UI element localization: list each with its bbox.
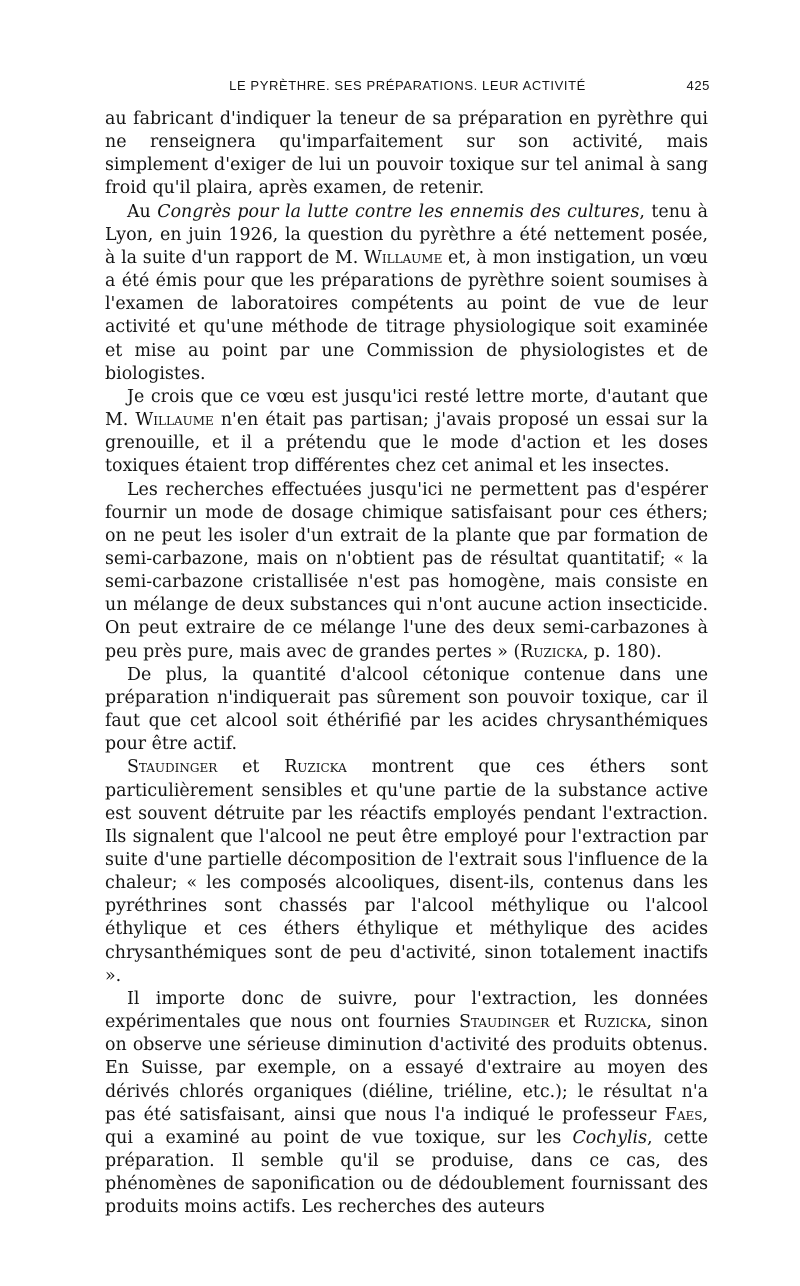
text-segment: , tenu à Lyon, en juin 1926, la question du pyrèthre a été nettement posée, à la suite d'un rapport de M. <box>105 201 708 268</box>
paragraph-3 <box>105 386 708 479</box>
author-name: Willaume <box>135 410 214 431</box>
text-segment: , p. 180). <box>582 641 662 662</box>
page-number: 425 <box>686 78 710 93</box>
author-name: Ruzicka <box>583 1012 647 1033</box>
paragraph-6 <box>105 756 708 988</box>
text-segment: n'en était pas partisan; j'avais proposé un essai sur la grenouille, et il a prétendu que le mode d'action et les doses toxiques étaient trop différentes chez cet animal et les insectes. <box>105 410 708 477</box>
body-text <box>105 108 708 1220</box>
author-name: Faes <box>664 1104 703 1125</box>
text-segment: au fabricant d'indiquer la teneur de sa préparation en pyrèthre qui ne renseignera qu'imparfaitement sur son activité, mais simplement d'exiger de lui un pouvoir toxique sur tel animal à sang froid qu'il plaira, après examen, de retenir. <box>105 109 708 199</box>
paragraph-5 <box>105 664 708 757</box>
text-segment: , cette préparation. Il semble qu'il se produise, dans ce cas, des phénomènes de saponification ou de dédoublement fournissant des produits moins actifs. Les recherches des auteurs <box>105 1127 708 1218</box>
text-segment: De plus, la quantité d'alcool cétonique contenue dans une préparation n'indiquerait pas sûrement son pouvoir toxique, car il faut que cet alcool soit éthérifié par les acides chrysanthémiques pour être actif. <box>105 664 708 755</box>
text-segment: , qui a examiné au point de vue toxique, sur les <box>105 1104 708 1148</box>
text-segment: montrent que ces éthers sont particulièrement sensibles et qu'une partie de la substance active est souvent détruite par les réactifs employés pendant l'extraction. Ils signalent que l'alcool ne peut être employé pour l'extraction par suite d'une partielle décomposition de l'extrait sous l'influence de la chaleur; « les composés alcooliques, disent-ils, contenus dans les pyréthrines sont chassés par l'alcool méthylique ou l'alcool éthylique et ces éthers éthylique et méthylique des acides chrysanthémiques sont de peu d'activité, sinon totalement inactifs ». <box>105 757 708 986</box>
running-header <box>105 78 710 98</box>
paragraph-4 <box>105 479 708 664</box>
author-name: Staudinger <box>459 1012 550 1033</box>
text-segment: Au <box>127 201 158 222</box>
author-name: Ruzicka <box>284 757 347 778</box>
congress-title: Congrès pour la lutte contre les ennemis des cultures <box>157 201 640 222</box>
running-title: LE PYRÈTHRE. SES PRÉPARATIONS. LEUR ACTIVITÉ <box>229 78 586 93</box>
paragraph-7 <box>105 988 708 1220</box>
text-segment: Il importe donc de suivre, pour l'extraction, les données expérimentales que nous ont fournies <box>105 988 708 1033</box>
text-segment: Les recherches effectuées jusqu'ici ne permettent pas d'espérer fournir un mode de dosage chimique satisfaisant pour ces éthers; on ne peut les isoler d'un extrait de la plante que par formation de semi-carbazone, mais on n'obtient pas de résultat quantitatif; « la semi-carbazone cristallisée n'est pas homogène, mais consiste en un mélange de deux substances qui n'ont aucune action insecticide. On peut extraire de ce mélange l'une des deux semi-carbazones à peu près pure, mais avec de grandes pertes » ( <box>105 479 708 662</box>
species-name: Cochylis <box>572 1127 648 1148</box>
paragraph-2 <box>105 201 708 386</box>
text-segment: , sinon on observe une sérieuse diminution d'activité des produits obtenus. En Suisse, par exemple, on a essayé d'extraire au moyen des dérivés chlorés organiques (diéline, triéline, etc.); le résultat n'a pas été satisfaisant, ainsi que nous l'a indiqué le professeur <box>105 1012 708 1125</box>
author-name: Ruzicka <box>520 641 583 662</box>
text-segment: Je crois que ce vœu est jusqu'ici resté lettre morte, d'autant que M. <box>105 386 708 431</box>
author-name: Staudinger <box>127 757 218 778</box>
text-segment: et <box>217 757 285 778</box>
text-segment: et, à mon instigation, un vœu a été émis pour que les préparations de pyrèthre soient soumises à l'examen de laboratoires compétents au point de vue de leur activité et qu'une méthode de titrage physiologique soit examinée et mise au point par une Commission de physiologistes et de biologistes. <box>105 247 708 384</box>
text-segment: et <box>549 1012 584 1033</box>
author-name: Willaume <box>363 247 443 268</box>
paragraph-1 <box>105 108 708 201</box>
